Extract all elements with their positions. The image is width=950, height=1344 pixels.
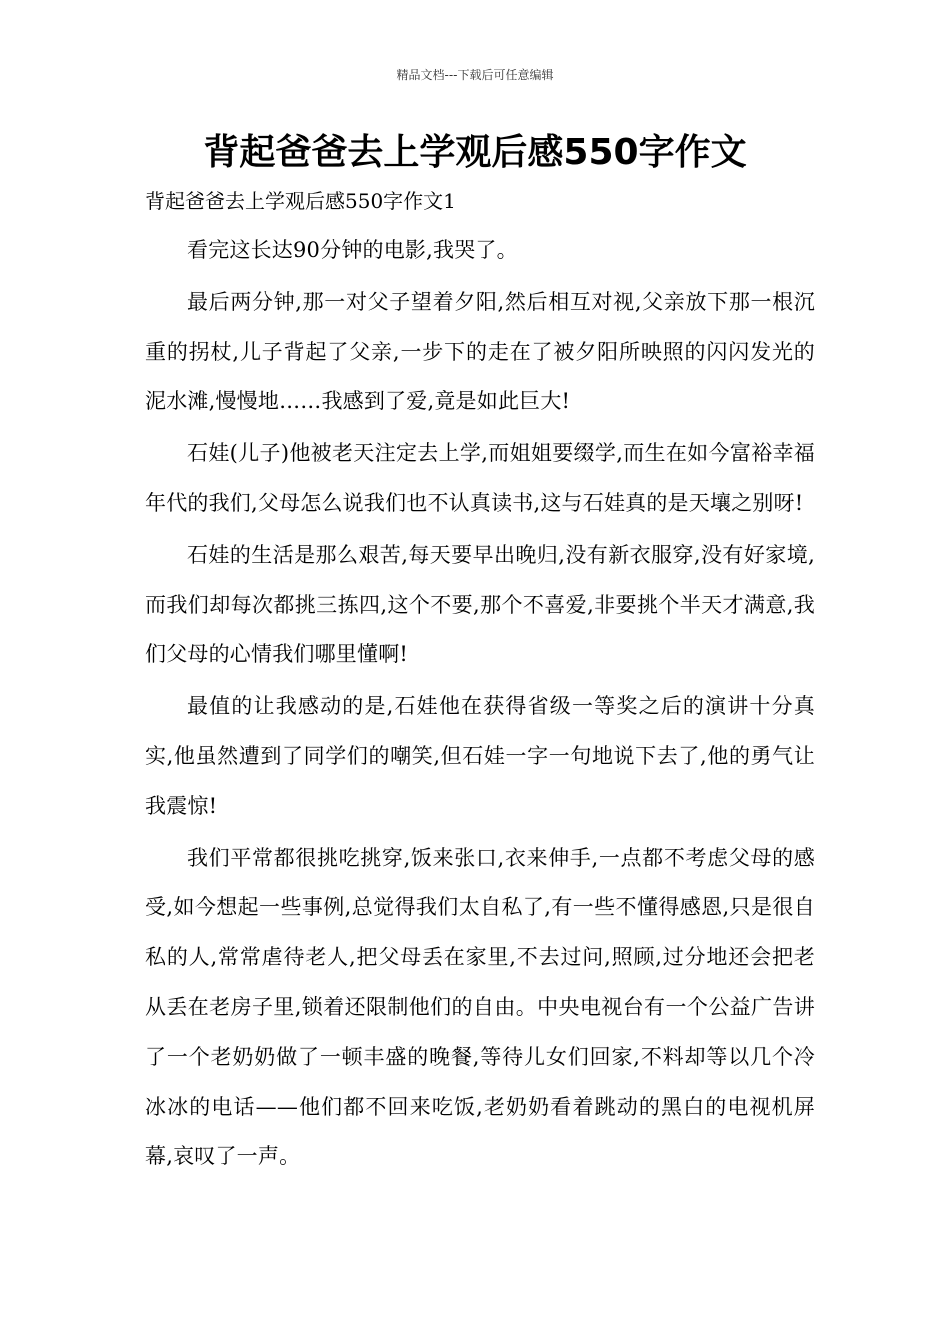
document-subtitle: 背起爸爸去上学观后感550字作文1 bbox=[145, 189, 456, 213]
paragraph: 石娃的生活是那么艰苦,每天要早出晚归,没有新衣服穿,没有好家境,而我们却每次都挑三拣四,这个不要,那个不喜爱,非要挑个半天才满意,我们父母的心情我们哪里懂啊! bbox=[145, 542, 815, 667]
header-note: 精品文档---下载后可任意编辑 bbox=[396, 68, 554, 82]
document-title: 背起爸爸去上学观后感550字作文 bbox=[203, 132, 747, 173]
paragraph: 看完这长达90分钟的电影,我哭了。 bbox=[187, 238, 518, 262]
paragraph: 我们平常都很挑吃挑穿,饭来张口,衣来伸手,一点都不考虑父母的感受,如今想起一些事例,总觉得我们太自私了,有一些不懂得感恩,只是很自私的人,常常虐待老人,把父母丢在家里,不去过问,照顾,过分地还会把老从丢在老房子里,锁着还限制他们的自由。中央电视台有一个公益广告讲了一个老奶奶做了一顿丰盛的晚餐,等待儿女们回家,不料却等以几个冷冰冰的电话——他们都不回来吃饭,老奶奶看着跳动的黑白的电视机屏幕,哀叹了一声。 bbox=[145, 845, 815, 1169]
paragraph: 最值的让我感动的是,石娃他在获得省级一等奖之后的演讲十分真实,他虽然遭到了同学们的嘲笑,但石娃一字一句地说下去了,他的勇气让我震惊! bbox=[145, 694, 815, 818]
document-body bbox=[145, 226, 815, 1184]
paragraph: 最后两分钟,那一对父子望着夕阳,然后相互对视,父亲放下那一根沉重的拐杖,儿子背起了父亲,一步下的走在了被夕阳所映照的闪闪发光的泥水滩,慢慢地……我感到了爱,竟是如此巨大! bbox=[145, 289, 815, 414]
paragraph: 石娃(儿子)他被老天注定去上学,而姐姐要缀学,而生在如今富裕幸福年代的我们,父母怎么说我们也不认真读书,这与石娃真的是天壤之别呀! bbox=[145, 441, 815, 515]
